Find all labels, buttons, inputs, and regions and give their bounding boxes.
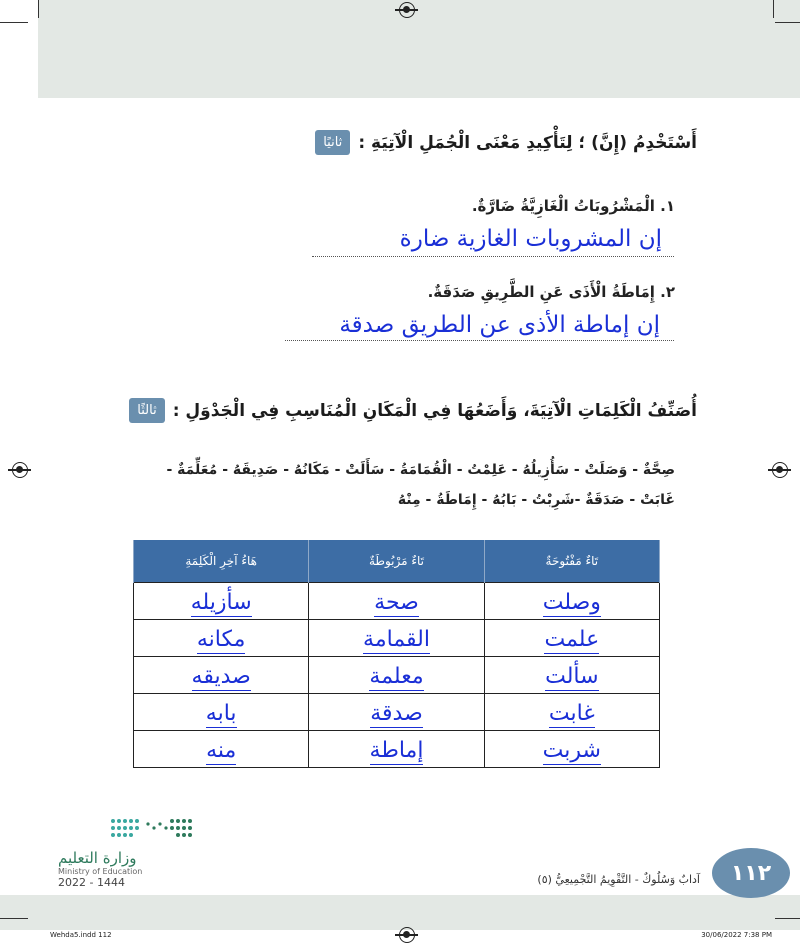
cell-answer: غابت — [548, 700, 595, 726]
cell-answer: سأزيله — [190, 589, 252, 615]
cell-answer: شربت — [542, 737, 601, 763]
table-cell[interactable] — [484, 619, 659, 656]
cell-answer: القمامة — [363, 626, 430, 652]
header-final-haa: هَاءُ آخِرِ الْكَلِمَةِ — [134, 540, 309, 582]
cell-answer: صحة — [374, 589, 419, 615]
ministry-dots-icon — [108, 815, 198, 845]
table-header-row — [134, 540, 660, 582]
table-cell[interactable] — [134, 730, 309, 767]
cell-answer: مكانه — [196, 626, 246, 652]
cell-answer: سألت — [545, 663, 599, 689]
word-list-line-2: غَابَتْ - صَدَقَةٌ -شَرِبْتُ - بَابُهُ - إِمَاطَةُ - مِنْهُ — [397, 492, 675, 508]
table-cell[interactable] — [134, 656, 309, 693]
top-decorative-band — [38, 0, 800, 98]
cell-answer: صدقة — [370, 700, 423, 726]
answer-line-1 — [312, 256, 674, 257]
trim-mark — [773, 0, 774, 18]
cell-answer: علمت — [544, 626, 600, 652]
table-cell[interactable] — [134, 582, 309, 619]
question-2: ٢. إِمَاطَةُ الْأَذَى عَنِ الطَّرِيقِ صَدَقَةٌ. — [427, 283, 675, 301]
header-open-taa: تَاءٌ مَفْتُوحَةٌ — [484, 540, 659, 582]
section-3-badge: ثالثًا — [129, 398, 164, 423]
section-2-title: أَسْتَخْدِمُ (إِنَّ) ؛ لِتَأْكِيدِ مَعْنَى الْجُمَلِ الْآتِيَةِ : — [358, 132, 697, 153]
table-row — [134, 730, 660, 767]
registration-mark-icon — [12, 462, 28, 478]
table-cell[interactable] — [484, 693, 659, 730]
cell-answer: معلمة — [369, 663, 424, 689]
table-row — [134, 693, 660, 730]
header-closed-taa: تَاءٌ مَرْبُوطَةٌ — [309, 540, 484, 582]
book-title: آدابٌ وَسُلُوكٌ - التَّقْوِيمُ التَّجْمِيعِيُّ (٥) — [537, 873, 700, 886]
section-3-title: أُصَنِّفُ الْكَلِمَاتِ الْآتِيَةَ، وَأَضَعُهَا فِي الْمَكَانِ الْمُنَاسِبِ فِي الْجَدْوَلِ : — [172, 400, 697, 421]
word-list-line-1: صِحَّةٌ - وَصَلَتْ - سَأُزِيلُهُ - عَلِمْتُ - الْقُمَامَةُ - سَأَلَتْ - مَكَانُهُ - صَدِيقَهُ - مُعَلِّمَةٌ - — [166, 462, 675, 478]
answer-2[interactable]: إن إماطة الأذى عن الطريق صدقة — [339, 312, 660, 338]
trim-mark — [0, 918, 28, 919]
table-cell[interactable] — [309, 619, 484, 656]
ministry-logo — [58, 815, 188, 889]
section-2-header — [315, 130, 697, 155]
table-cell[interactable] — [484, 582, 659, 619]
cell-answer: صديقه — [191, 663, 251, 689]
table-cell[interactable] — [309, 656, 484, 693]
slug-file: Wehda5.indd 112 — [50, 931, 112, 939]
trim-mark — [775, 22, 800, 23]
section-2-badge: ثانيًا — [315, 130, 350, 155]
trim-mark — [0, 22, 28, 23]
edition-year: 2022 - 1444 — [58, 876, 125, 889]
table-row — [134, 656, 660, 693]
table-cell[interactable] — [309, 693, 484, 730]
page-number: ١١٢ — [712, 848, 790, 898]
table-cell[interactable] — [484, 730, 659, 767]
answer-line-2 — [285, 340, 674, 341]
table-cell[interactable] — [134, 619, 309, 656]
trim-mark — [775, 918, 800, 919]
answer-1[interactable]: إن المشروبات الغازية ضارة — [399, 226, 662, 252]
cell-answer: وصلت — [542, 589, 601, 615]
table-cell[interactable] — [484, 656, 659, 693]
registration-mark-icon — [772, 462, 788, 478]
section-3-header — [129, 398, 697, 423]
trim-mark — [38, 0, 39, 18]
question-1: ١. الْمَشْرُوبَاتُ الْغَازِيَّةُ ضَارَّةٌ. — [471, 197, 675, 215]
registration-mark-icon — [399, 927, 415, 943]
registration-mark-icon — [399, 2, 415, 18]
table-cell[interactable] — [309, 730, 484, 767]
bottom-decorative-band — [0, 895, 800, 930]
cell-answer: بابه — [205, 700, 237, 726]
table-row — [134, 619, 660, 656]
cell-answer: منه — [206, 737, 237, 763]
word-list — [115, 455, 675, 515]
cell-answer: إماطة — [369, 737, 424, 763]
classification-table — [133, 540, 660, 768]
table-row — [134, 582, 660, 619]
ministry-name-ar: وزارة التعليم — [58, 849, 137, 867]
table-cell[interactable] — [309, 582, 484, 619]
table-cell[interactable] — [134, 693, 309, 730]
ministry-name-en: Ministry of Education — [58, 867, 143, 876]
slug-date: 30/06/2022 7:38 PM — [701, 931, 772, 939]
